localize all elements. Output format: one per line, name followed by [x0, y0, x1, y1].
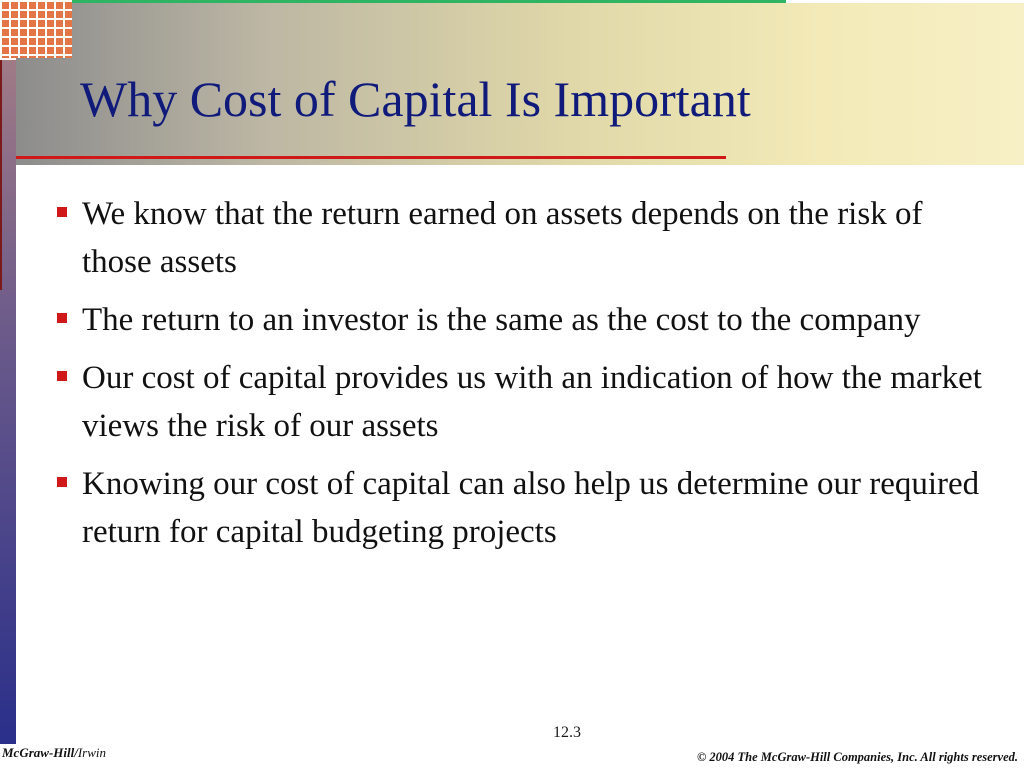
top-accent-line [72, 0, 786, 3]
left-edge-accent [0, 60, 2, 290]
bullet-text: The return to an investor is the same as the cost to the company [82, 302, 921, 338]
page-number: 12.3 [553, 724, 581, 741]
copyright-notice: © 2004 The McGraw-Hill Companies, Inc. All rights reserved. [696, 750, 1018, 764]
bullet-square-icon [57, 371, 67, 381]
list-item [52, 190, 982, 286]
slide-title: Why Cost of Capital Is Important [80, 71, 751, 127]
bullet-square-icon [57, 313, 67, 323]
title-underline-rule [16, 156, 726, 159]
list-item [52, 460, 982, 556]
bullet-square-icon [57, 207, 67, 217]
bullet-text: Our cost of capital provides us with an indication of how the market views the risk of our assets [82, 360, 982, 444]
publisher-imprint: Irwin [77, 745, 107, 760]
bullet-square-icon [57, 477, 67, 487]
left-sidebar-bar [0, 60, 16, 744]
publisher-name: McGraw-Hill/ [2, 745, 78, 760]
publisher-label [2, 745, 106, 761]
bullet-text: We know that the return earned on assets depends on the risk of those assets [82, 196, 923, 280]
list-item [52, 296, 982, 344]
bullet-text: Knowing our cost of capital can also help us determine our required return for capital budgeting projects [82, 466, 980, 550]
bullet-list [52, 190, 982, 566]
grid-logo-icon [0, 0, 72, 58]
list-item [52, 354, 982, 450]
